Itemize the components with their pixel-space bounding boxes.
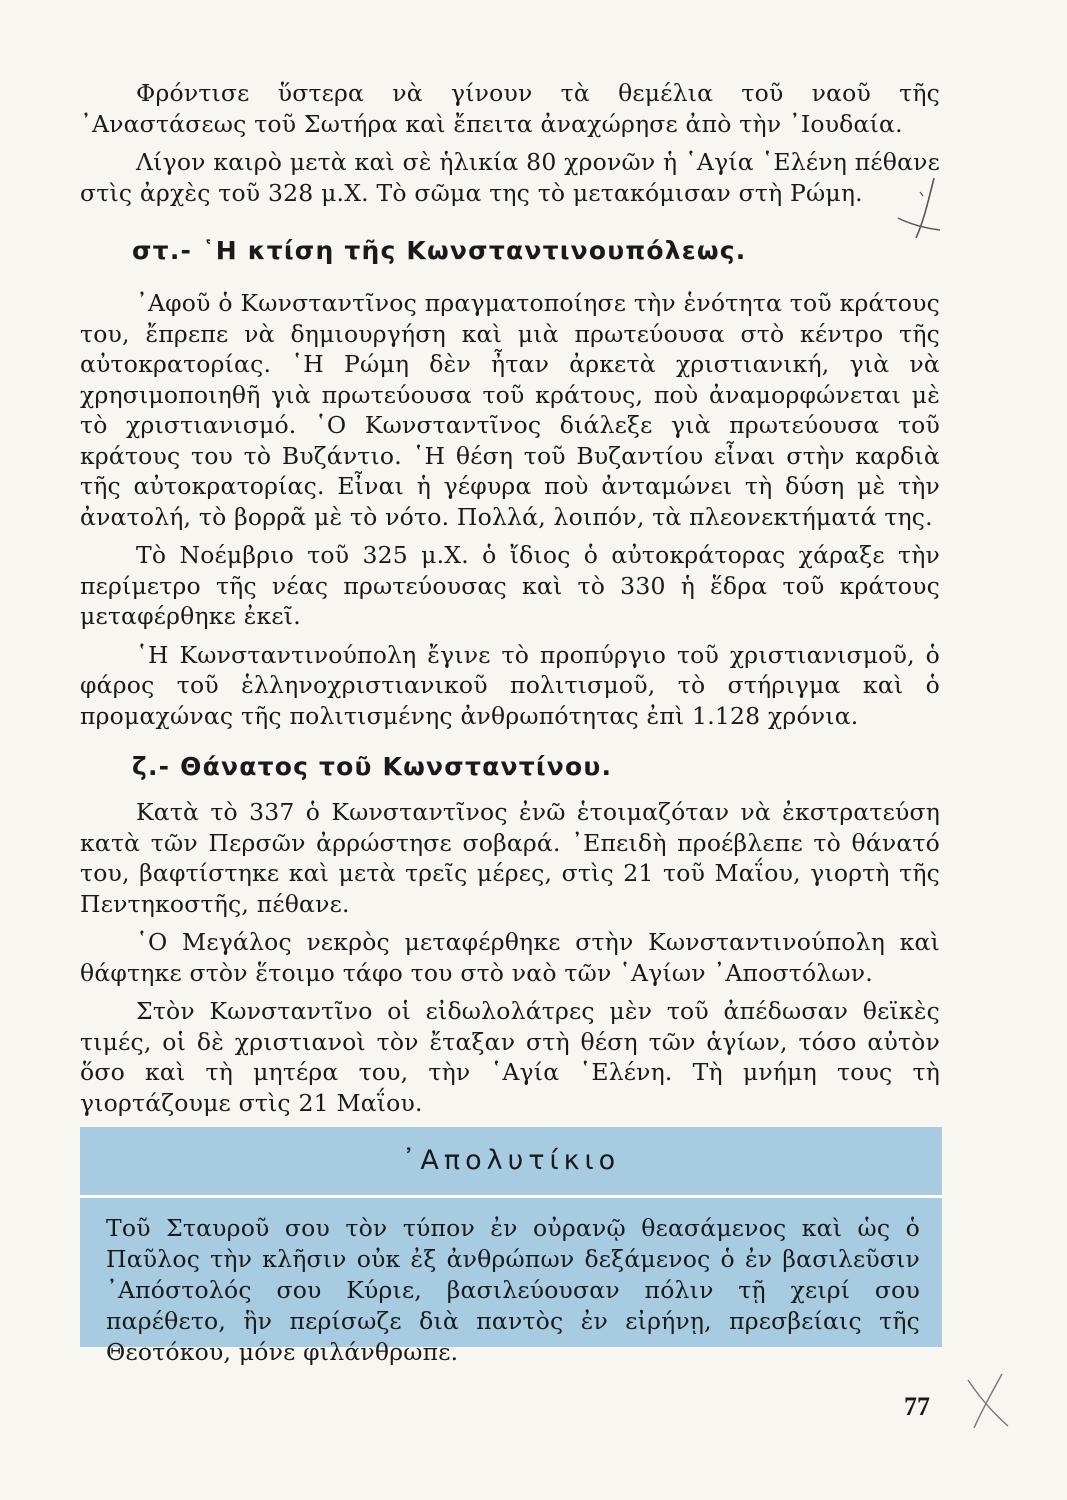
section-heading-constantinople xyxy=(80,236,940,265)
divider xyxy=(80,1195,942,1198)
apolytikio-text-block xyxy=(106,1213,920,1368)
apolytikio-box xyxy=(80,1127,942,1366)
paragraph: Τὸ Νοέμβριο τοῦ 325 μ.Χ. ὁ ἴδιος ὁ αὐτοκράτορας χάραξε τὴν περίμετρο τῆς νέας πρωτεύουσας καὶ τὸ 330 ἡ ἕδρα τοῦ κράτους μεταφέρθηκε ἐκεῖ. xyxy=(80,541,940,630)
section-title: στ.- ῾Η κτίση τῆς Κωνσταντινουπόλεως. xyxy=(132,236,747,265)
paragraph: ῾Ο Μεγάλος νεκρὸς μεταφέρθηκε στὴν Κωνσταντινούπολη καὶ θάφτηκε στὸν ἕτοιμο τάφο του στὸ ναὸ τῶν ῾Αγίων ᾿Αποστόλων. xyxy=(80,928,940,987)
intro-paragraph: Λίγον καιρὸ μετὰ καὶ σὲ ἡλικία 80 χρονῶν ἡ ῾Αγία ῾Ελένη πέθανε στὶς ἀρχὲς τοῦ 328 μ.Χ. Τὸ σῶμα της τὸ μετακόμισαν στὴ Ρώμη. xyxy=(80,148,940,207)
paragraph: Κατὰ τὸ 337 ὁ Κωνσταντῖνος ἐνῶ ἑτοιμαζόταν νὰ ἐκστρατεύση κατὰ τῶν Περσῶν ἀρρώστησε σοβαρά. ᾿Επειδὴ προέβλεπε τὸ θάνατό του, βαφτίστηκε καὶ μετὰ τρεῖς μέρες, στὶς 21 τοῦ Μαΐου, γιορτὴ τῆς Πεντηκοστῆς, πέθανε. xyxy=(80,798,940,918)
pencil-mark-icon xyxy=(962,1370,1012,1430)
paragraph: ῾Η Κωνσταντινούπολη ἔγινε τὸ προπύργιο τοῦ χριστιανισμοῦ, ὁ φάρος τοῦ ἑλληνοχριστιανικοῦ πολιτισμοῦ, τὸ στήριγμα καὶ ὁ προμαχώνας τῆς πολιτισμένης ἀνθρωπότητας ἐπὶ 1.128 χρόνια. xyxy=(80,640,940,730)
pencil-mark-icon xyxy=(890,172,946,242)
section-body-constantinople xyxy=(80,288,940,731)
intro-text xyxy=(80,78,940,208)
paragraph: Στὸν Κωνσταντῖνο οἱ εἰδωλολάτρες μὲν τοῦ ἀπέδωσαν θεϊκὲς τιμές, οἱ δὲ χριστιανοὶ τὸν ἔταξαν στὴ θέση τῶν ἁγίων, τόσο αὐτὸν ὅσο καὶ τὴ μητέρα του, τὴν ῾Αγία ῾Ελένη. Τὴ μνήμη τους τὴ γιορτάζουμε στὶς 21 Μαΐου. xyxy=(80,997,940,1117)
apolytikio-text: Τοῦ Σταυροῦ σου τὸν τύπον ἐν οὐρανῷ θεασάμενος καὶ ὡς ὁ Παῦλος τὴν κλῆσιν οὐκ ἐξ ἀνθρώπων δεξάμενος ὁ ἐν βασιλεῦσιν ᾿Απόστολός σου Κύριε, βασιλεύουσαν πόλιν τῇ χειρί σου παρέθετο, ἣν περίσωζε διὰ παντὸς ἐν εἰρήνῃ, πρεσβείαις τῆς Θεοτόκου, μόνε φιλάνθρωπε. xyxy=(106,1214,920,1366)
paragraph: ᾿Αφοῦ ὁ Κωνσταντῖνος πραγματοποίησε τὴν ἑνότητα τοῦ κράτους του, ἔπρεπε νὰ δημιουργήση καὶ μιὰ πρωτεύουσα στὸ κέντρο τῆς αὐτοκρατορίας. ῾Η Ρώμη δὲν ἦταν ἀρκετὰ χριστιανική, γιὰ νὰ χρησιμοποιηθῆ γιὰ πρωτεύουσα τοῦ κράτους, ποὺ ἀναμορφώνεται μὲ τὸ χριστιανισμό. ῾Ο Κωνσταντῖνος διάλεξε γιὰ πρωτεύουσα τοῦ κράτους του τὸ Βυζάντιο. ῾Η θέση τοῦ Βυζαντίου εἶναι στὴν καρδιὰ τῆς αὐτοκρατορίας. Εἶναι ἡ γέφυρα ποὺ ἀνταμώνει τὴ δύση μὲ τὴν ἀνατολή, τὸ βορρᾶ μὲ τὸ νότο. Πολλά, λοιπόν, τὰ πλεονεκτήματά της. xyxy=(80,289,940,531)
section-title: ζ.- Θάνατος τοῦ Κωνσταντίνου. xyxy=(132,752,613,781)
intro-paragraph: Φρόντισε ὕστερα νὰ γίνουν τὰ θεμέλια τοῦ ναοῦ τῆς ᾿Αναστάσεως τοῦ Σωτήρα καὶ ἔπειτα ἀναχώρησε ἀπὸ τὴν ᾿Ιουδαία. xyxy=(80,79,940,138)
page-number: 77 xyxy=(904,1392,930,1421)
section-body-death xyxy=(80,797,940,1118)
apolytikio-title: ᾿Απολυτίκιο xyxy=(401,1145,621,1176)
section-heading-death xyxy=(80,752,940,781)
